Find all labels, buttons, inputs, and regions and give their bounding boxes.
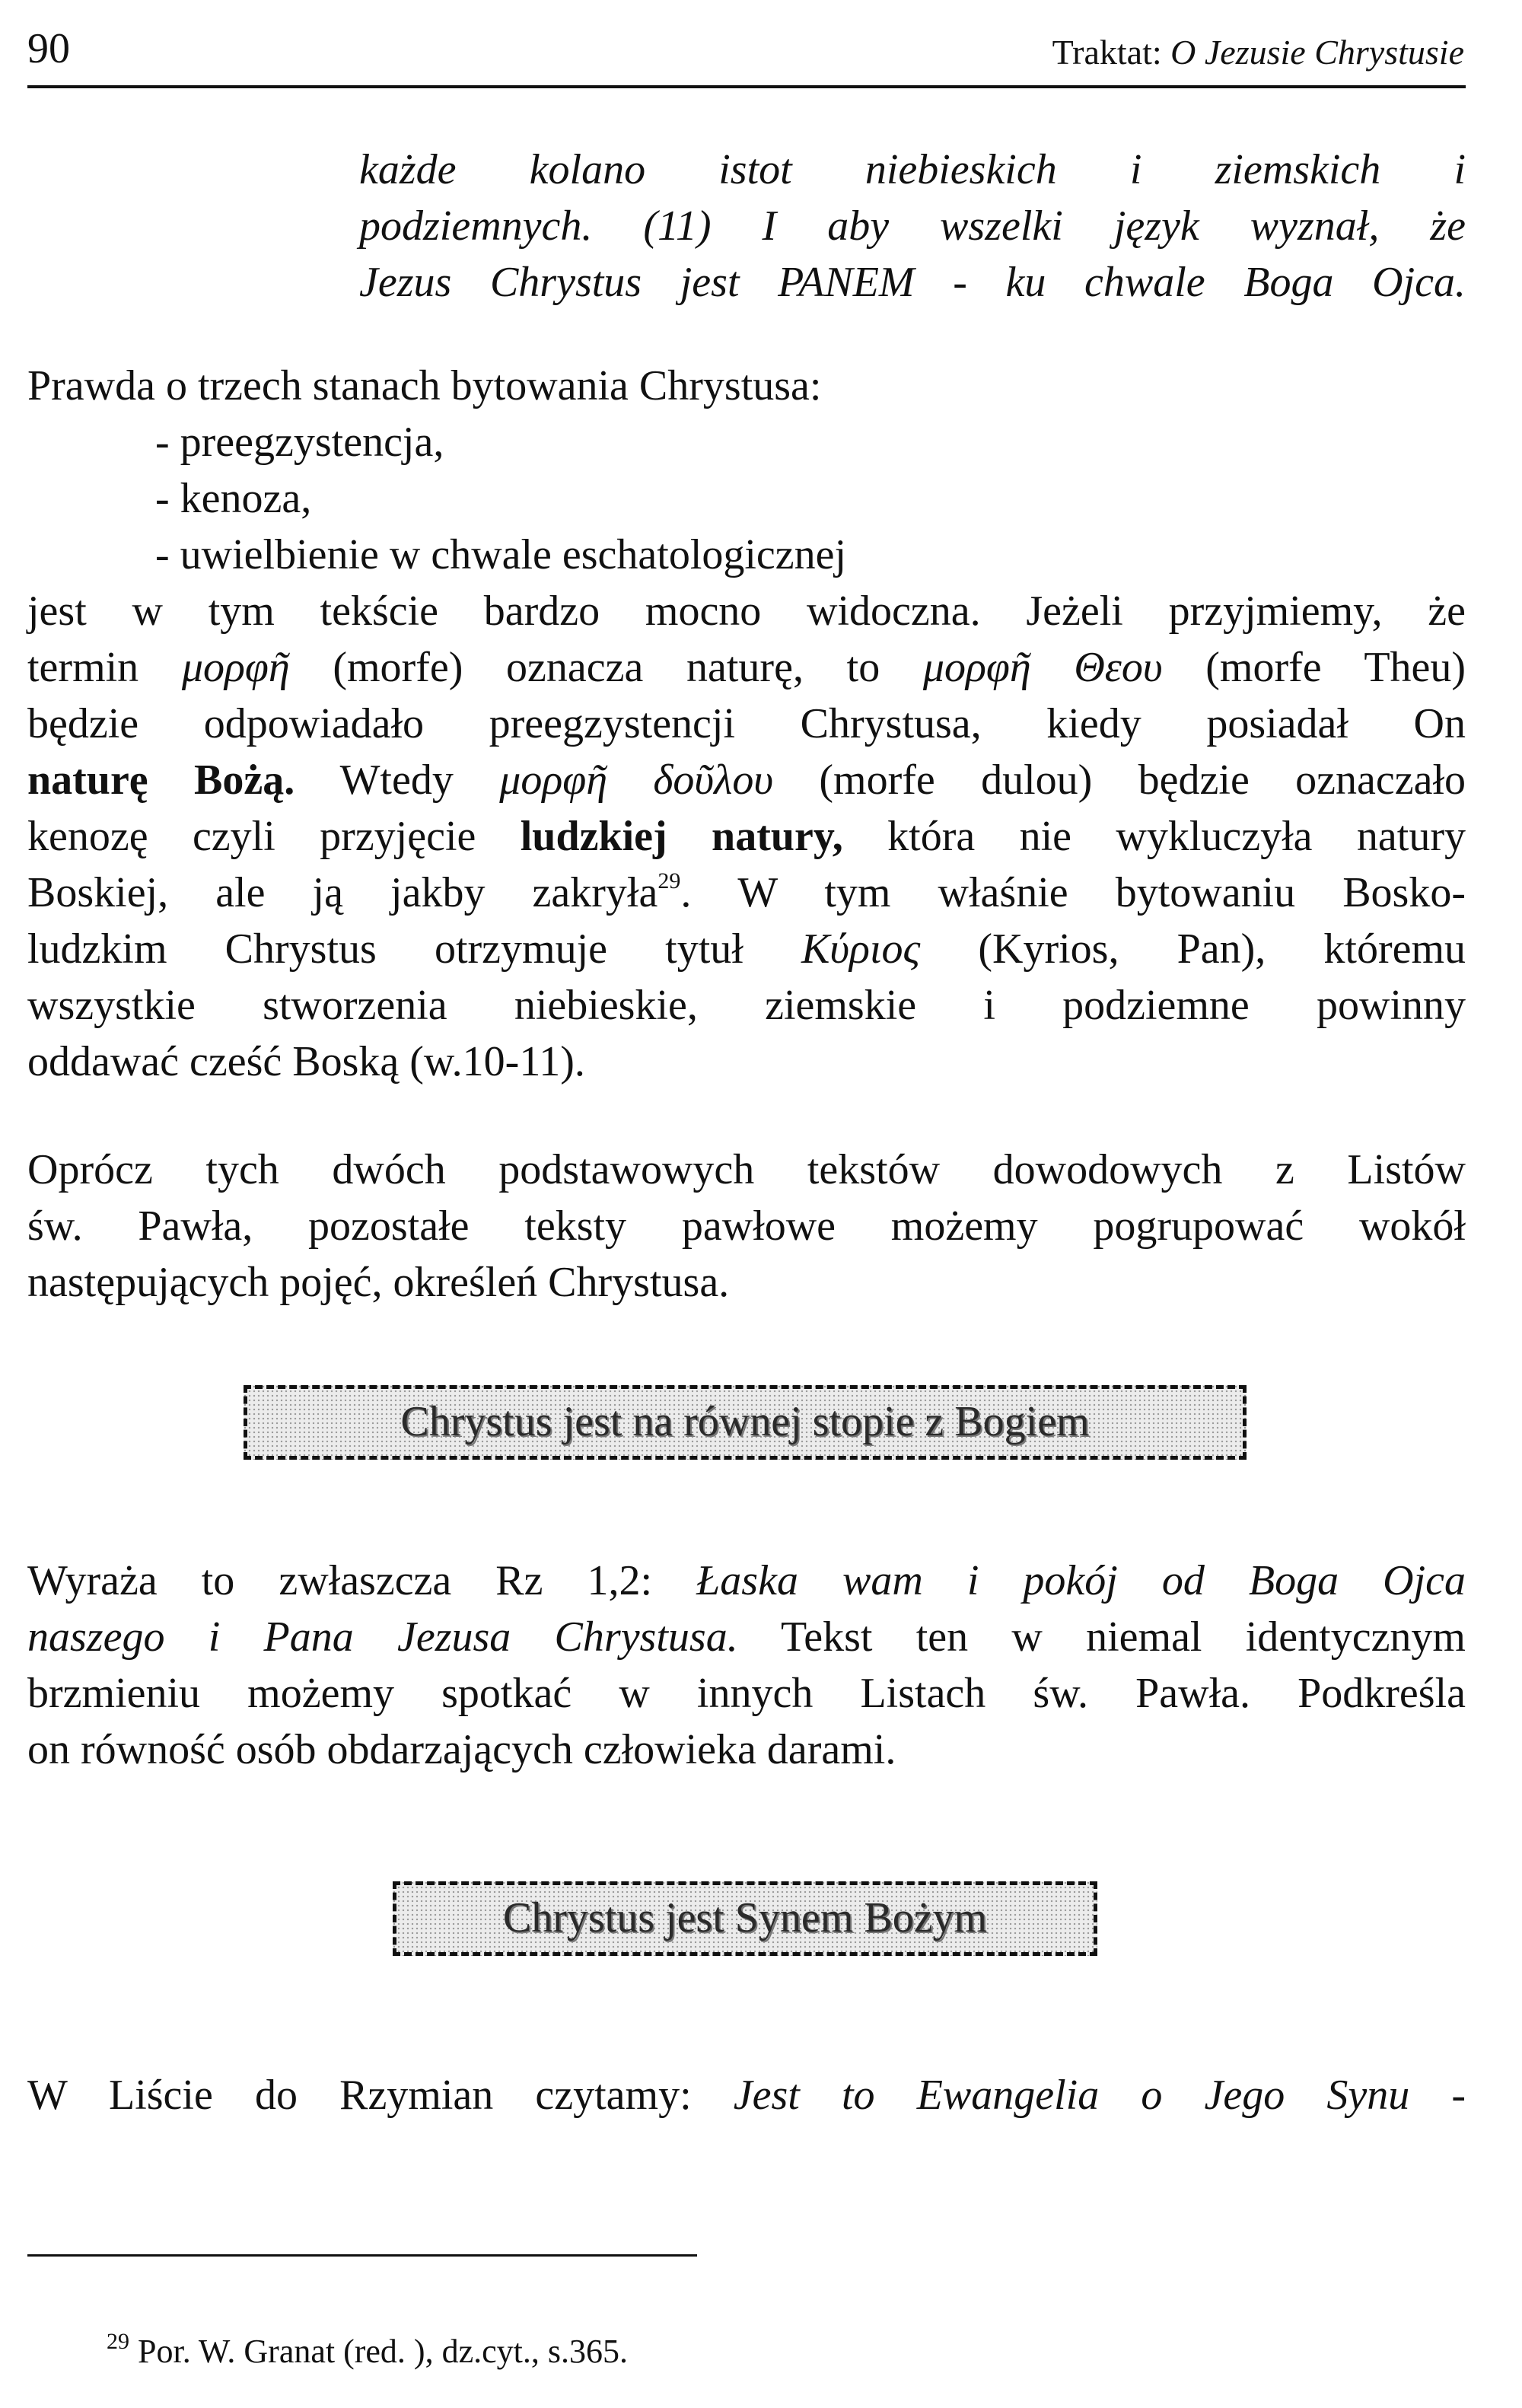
text-run: (Kyrios, Pan), któremu [978,925,1466,973]
section-heading-box-2: Chrystus jest Synem Bożym [393,1881,1097,1956]
footnote-number: 29 [107,2329,129,2354]
header-rule [27,85,1466,88]
footnote-text: Por. W. Granat (red. ), dz.cyt., s.365. [138,2333,628,2370]
text-run: Wtedy [339,756,454,804]
list-item-kenoza: - kenoza, [155,475,312,522]
footnote-ref[interactable]: 29 [658,868,681,893]
quote-line-2: podziemnych. (11) I aby wszelki język wyznał, że [359,202,1466,250]
footnote-rule [27,2254,697,2257]
italic-quote: Łaska wam i pokój od Boga Ojca [696,1557,1466,1604]
text-run: Tekst ten w niemal identycznym [780,1613,1466,1661]
list-item-uwielbienie: - uwielbienie w chwale eschatologicznej [155,531,847,578]
para1-line-10 [27,866,1466,919]
para3-line-4: on równość osób obdarzających człowieka darami. [27,1726,896,1773]
para3-line-2 [27,1610,1466,1664]
footnote [107,2329,628,2371]
greek-term: μορφῆ [181,644,290,691]
greek-term: μορφῆ Θεου [922,644,1163,691]
para4-line-1 [27,2069,1466,2122]
section-heading-box-1: Chrystus jest na równej stopie z Bogiem [244,1385,1247,1460]
para1-line-11 [27,922,1466,976]
para1-line-9 [27,810,1466,863]
text-run: (morfe Theu) [1205,644,1466,691]
running-header-title [1052,33,1464,72]
text-run: W Liście do Rzymian czytamy: [27,2072,692,2119]
para2-line-1: Oprócz tych dwóch podstawowych tekstów dowodowych z Listów [27,1146,1466,1193]
text-run: Boskiej, ale ją jakby zakryła [27,869,658,916]
header-title-prefix: Traktat: [1052,33,1162,72]
para1-line-12: wszystkie stworzenia niebieskie, ziemskie i podziemne powinny [27,982,1466,1029]
page-number: 90 [27,25,70,72]
text-run: (morfe) oznacza naturę, to [333,644,880,691]
greek-term: μορφῆ δοῦλου [499,756,774,804]
para1-line-13: oddawać cześć Boską (w.10-11). [27,1038,585,1085]
text-run: Wyraża to zwłaszcza Rz 1,2: [27,1557,653,1604]
italic-quote: Jest to Ewangelia o Jego Synu - [733,2072,1466,2119]
para1-line-6 [27,641,1466,694]
para1-line-7: będzie odpowiadało preegzystencji Chrystusa, kiedy posiadał On [27,700,1466,747]
text-run [27,869,1466,916]
text-run: która nie wykluczyła natury [887,813,1466,860]
para3-line-3: brzmieniu możemy spotkać w innych Listach św. Pawła. Podkreśla [27,1670,1466,1717]
bold-term: ludzkiej natury, [520,813,843,860]
para2-line-3: następujących pojęć, określeń Chrystusa. [27,1259,730,1306]
text-run: . W tym właśnie bytowaniu Bosko- [680,869,1466,916]
para2-line-2: św. Pawła, pozostałe teksty pawłowe możemy pogrupować wokół [27,1202,1466,1250]
quote-line-1: każde kolano istot niebieskich i ziemskich i [359,146,1466,193]
bold-term: naturę Bożą. [27,756,295,804]
italic-quote: naszego i Pana Jezusa Chrystusa. [27,1613,738,1661]
text-run: kenozę czyli przyjęcie [27,813,476,860]
para1-intro: Prawda o trzech stanach bytowania Chrystusa: [27,362,822,409]
quote-line-3: Jezus Chrystus jest PANEM - ku chwale Boga Ojca. [359,259,1466,306]
list-item-preegzystencja: - preegzystencja, [155,419,444,466]
greek-term: Κύριος [801,925,921,973]
text-run: termin [27,644,139,691]
text-run: (morfe dulou) będzie oznaczało [819,756,1466,804]
text-run: ludzkim Chrystus otrzymuje tytuł [27,925,743,973]
para1-line-8 [27,753,1466,807]
para1-line-5: jest w tym tekście bardzo mocno widoczna. Jeżeli przyjmiemy, że [27,588,1466,635]
header-title-italic: O Jezusie Chrystusie [1170,33,1464,72]
para3-line-1 [27,1554,1466,1607]
